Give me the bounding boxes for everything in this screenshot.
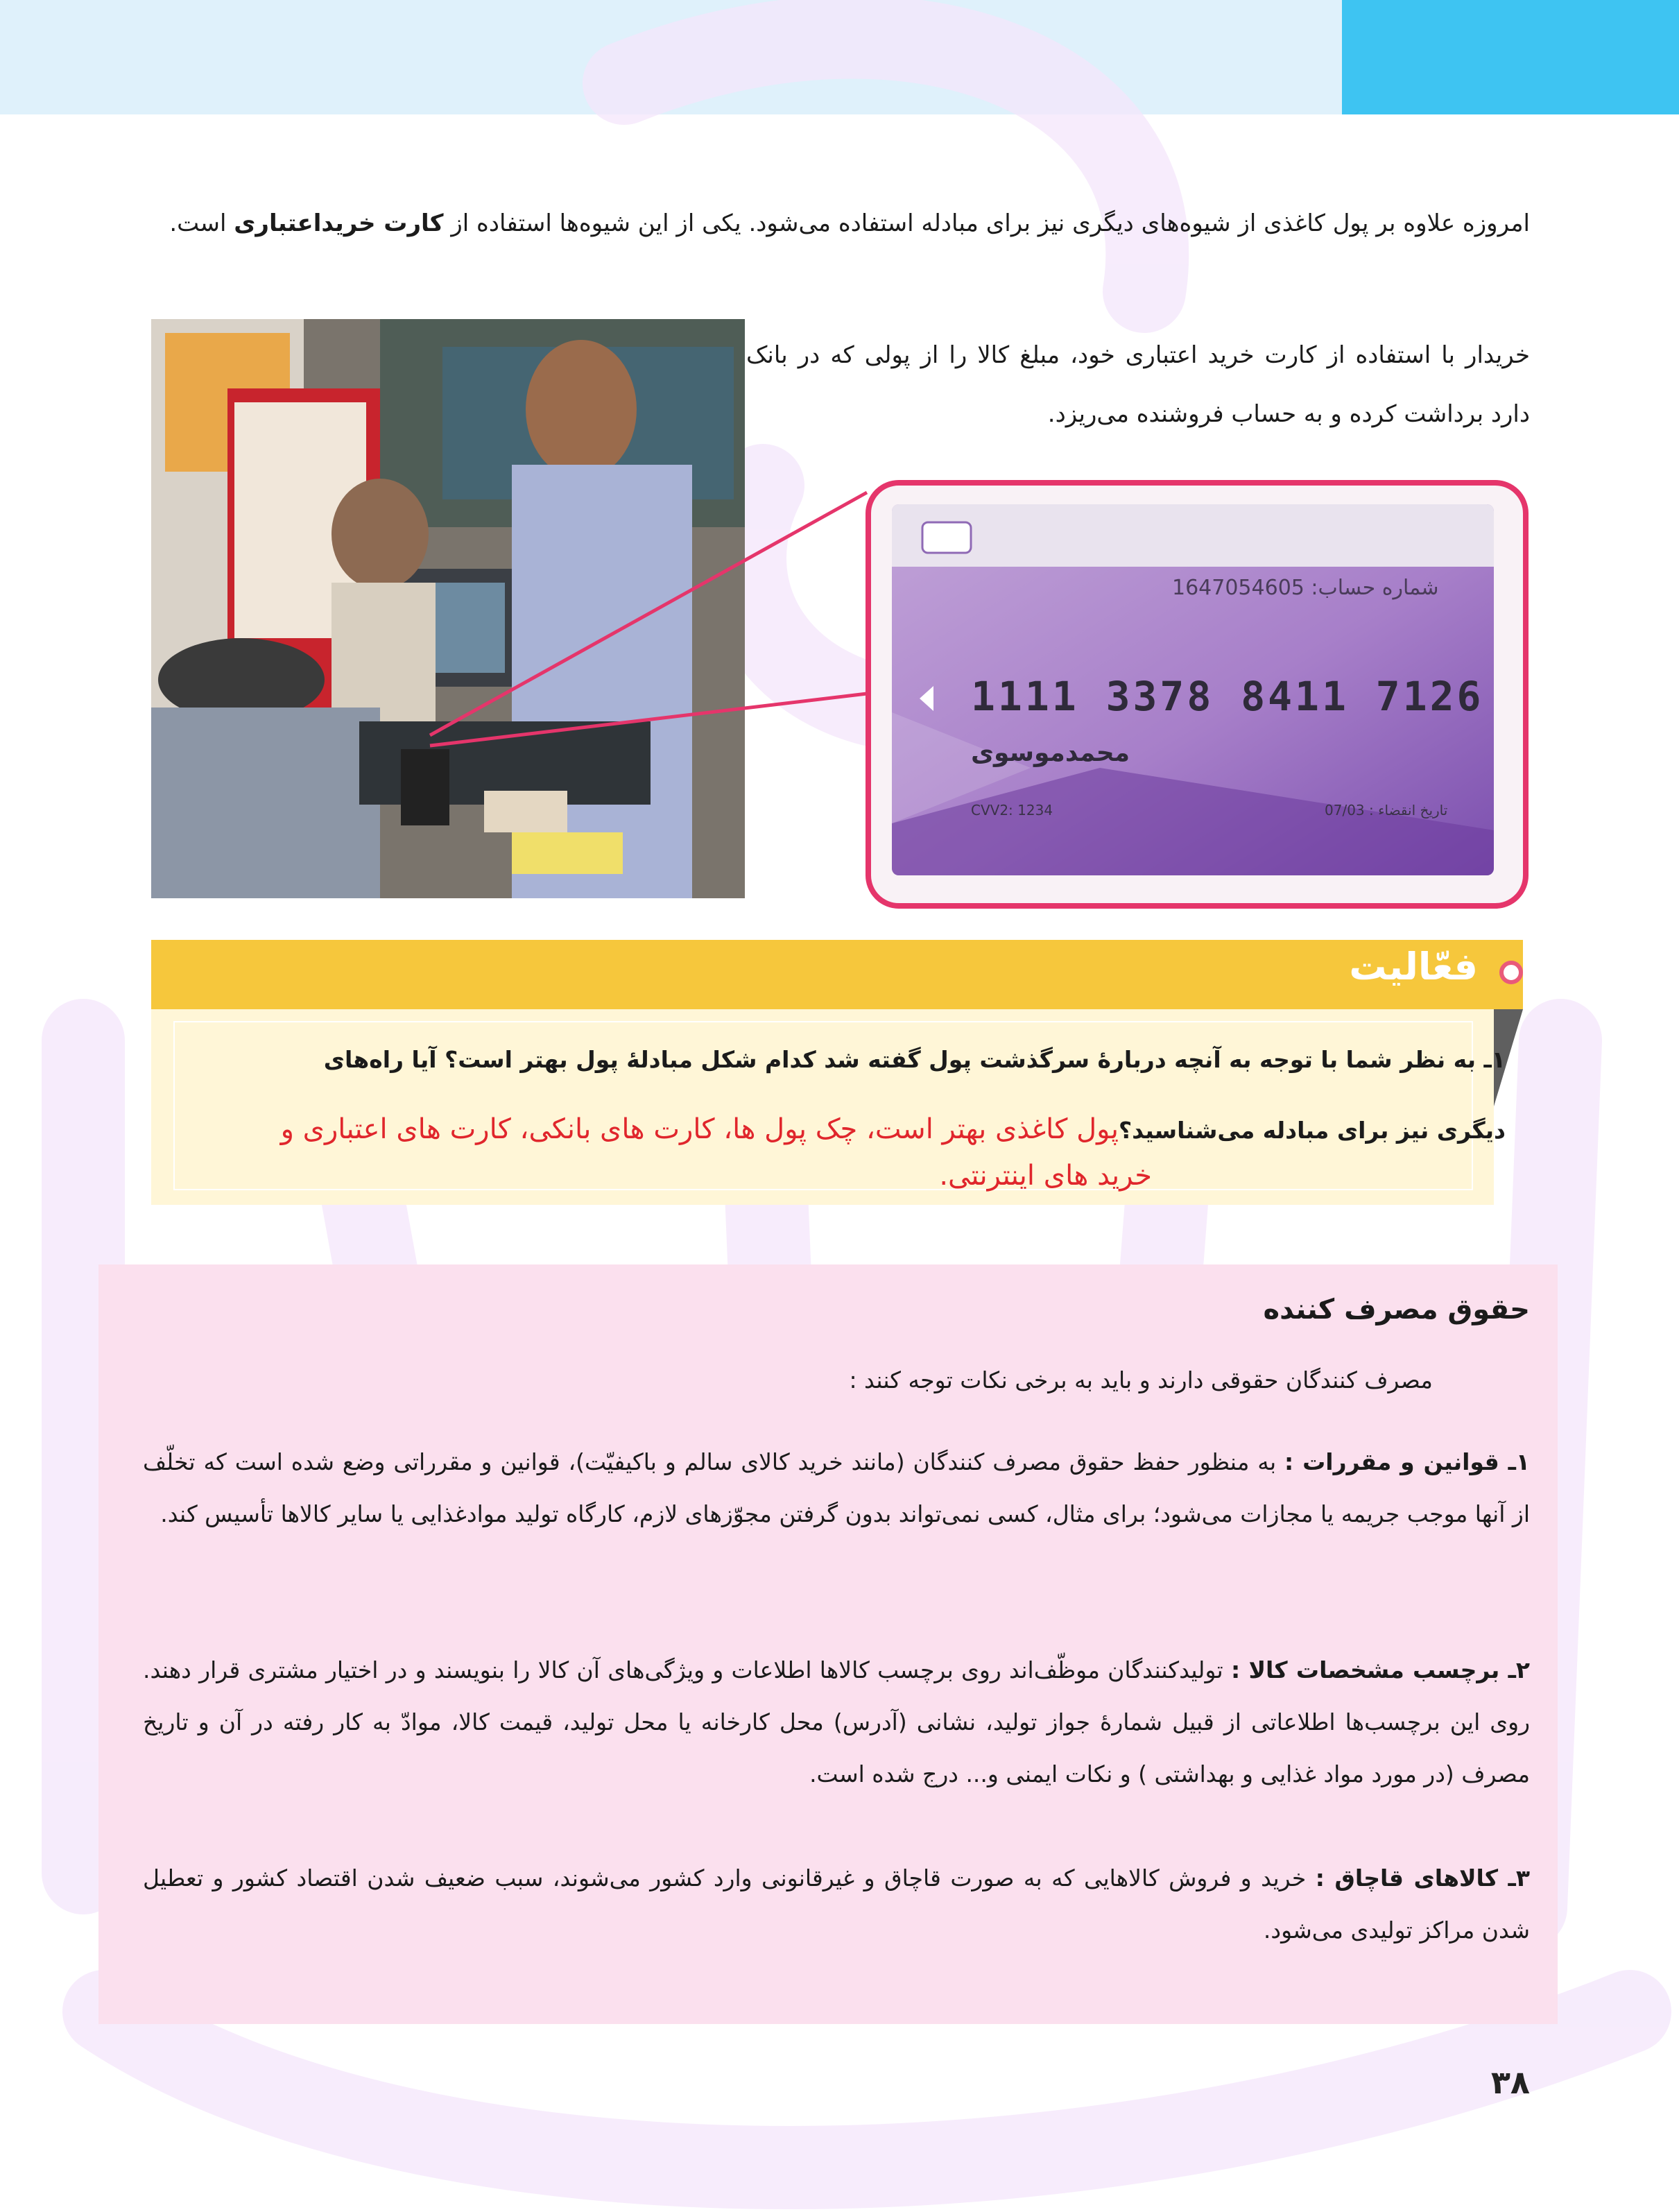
consumer-rights-intro: مصرف کنندگان حقوقی دارند و باید به برخی نکات توجه کنند :: [849, 1366, 1433, 1394]
card-expiry: تاریخ انقضاء : 07/03: [1325, 802, 1448, 818]
rule-label: ۱ـ قوانین و مقررات :: [1284, 1448, 1531, 1475]
card-holder-name: محمدموسوی: [971, 739, 1130, 767]
header-accent-block: [1342, 0, 1679, 114]
activity-title: فعّالیت: [1349, 945, 1478, 988]
rule-label: ۲ـ برچسب مشخصات کالا :: [1230, 1656, 1530, 1683]
header-band: [0, 0, 1342, 114]
activity-question-continued: [119, 1108, 1506, 1151]
activity-question-end: دیگری نیز برای مبادله می‌شناسید؟: [1118, 1117, 1506, 1144]
rule-label: ۳ـ کالاهای قاچاق :: [1315, 1864, 1530, 1892]
activity-answer-continued: خرید های اینترنتی.: [939, 1160, 1152, 1192]
rule-text: به منظور حفظ حقوق مصرف کنندگان (مانند خرید کالای سالم و باکیفیّت)، قوانین و مقرراتی وضع شده است که تخلّف از آنها موجب جریمه یا مجازات می‌شود؛ برای مثال، کسی نمی‌تواند بدون گرفتن مجوّزهای لازم، کارگاه تولید موادغذایی یا سایر کالاها تأسیس کند.: [143, 1448, 1530, 1527]
consumer-rights-title: حقوق مصرف کننده: [1263, 1294, 1530, 1326]
card-cvv: CVV2: 1234: [971, 802, 1053, 818]
card-account-number: شماره حساب: 1647054605: [1172, 576, 1439, 600]
rule-product-label: [143, 1644, 1530, 1800]
rule-text: خرید و فروش کالاهایی که به صورت قاچاق و غیرقانونی وارد کشور می‌شوند، سبب ضعیف شدن اقتصاد کشور و تعطیل شدن مراکز تولیدی می‌شود.: [143, 1864, 1530, 1944]
rule-smuggled-goods: [143, 1852, 1530, 1956]
card-callout-lines: [416, 486, 902, 763]
intro-text-end: است.: [169, 209, 234, 237]
card-number: 1111 3378 8411 7126: [971, 673, 1484, 720]
buyer-paragraph: خریدار با استفاده از کارت خرید اعتباری خود، مبلغ کالا را از پولی که در بانک دارد برداشت کرده و به حساب فروشنده می‌ریزد.: [746, 341, 1530, 428]
rule-laws: [143, 1436, 1530, 1540]
rule-text: تولیدکنندگان موظّف‌اند روی برچسب کالاها اطلاعات و ویژگی‌های آن کالا را بنویسند و در اختیار مشتری قرار دهند. روی این برچسب‌ها اطلاعاتی از قبیل شمارهٔ جواز تولید، نشانی (آدرس) محل کارخانه یا محل تولید، قیمت کالا، موادّ به کار رفته در آن و تاریخ مصرف (در مورد مواد غذایی و بهداشتی ) و نکات ایمنی و... درج شده است.: [143, 1656, 1530, 1787]
activity-answer: پول کاغذی بهتر است، چک پول ها، کارت های بانکی، کارت های اعتباری و: [280, 1113, 1119, 1145]
activity-question: ۱ـ به نظر شما با توجه به آنچه دربارهٔ سرگذشت پول گفته شد کدام شکل مبادلهٔ پول بهتر است؟ آیا راه‌های: [323, 1046, 1506, 1073]
intro-bold-term: کارت خریداعتباری: [234, 209, 444, 237]
activity-header-bar: [151, 940, 1523, 1009]
intro-text: امروزه علاوه بر پول کاغذی از شیوه‌های دیگری نیز برای مبادله استفاده می‌شود. یکی از این شیوه‌ها استفاده از: [443, 209, 1530, 237]
intro-paragraph: [143, 194, 1530, 253]
page-number: ۳۸: [1490, 2064, 1530, 2101]
activity-bullet-icon: [1499, 961, 1523, 984]
